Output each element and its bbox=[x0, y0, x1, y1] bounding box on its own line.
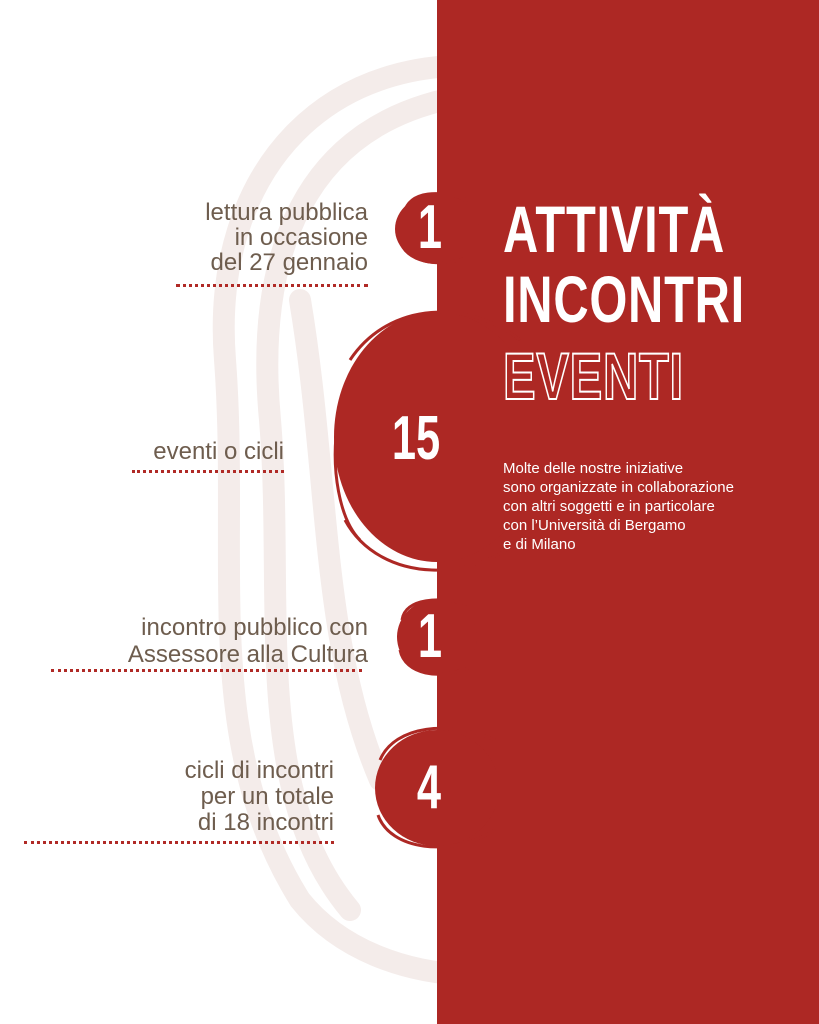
stat-number-2: 15 bbox=[391, 404, 441, 473]
stat-number-3: 1 bbox=[417, 602, 443, 671]
stat-label-4: cicli di incontri per un totale di 18 incontri bbox=[184, 757, 334, 836]
stat-divider-3 bbox=[51, 669, 362, 672]
stat-divider-4 bbox=[24, 841, 334, 844]
heading-incontri: INCONTRI bbox=[503, 262, 745, 336]
stat-label-3: incontro pubblico con Assessore alla Cultura bbox=[127, 614, 368, 668]
stat-divider-1 bbox=[176, 284, 368, 287]
stat-label-2: eventi o cicli bbox=[153, 438, 284, 465]
heading-attivita: ATTIVITÀ bbox=[503, 192, 726, 266]
stat-number-1: 1 bbox=[417, 193, 443, 262]
description-text: Molte delle nostre iniziative sono organizzate in collaborazione con altri soggetti e in particolare con l’Università di Bergamo e di Milano bbox=[503, 460, 734, 553]
heading-eventi: EVENTI bbox=[503, 339, 684, 413]
stat-divider-2 bbox=[132, 470, 284, 473]
stat-number-4: 4 bbox=[416, 753, 442, 822]
stat-label-1: lettura pubblica in occasione del 27 gennaio bbox=[205, 199, 368, 276]
